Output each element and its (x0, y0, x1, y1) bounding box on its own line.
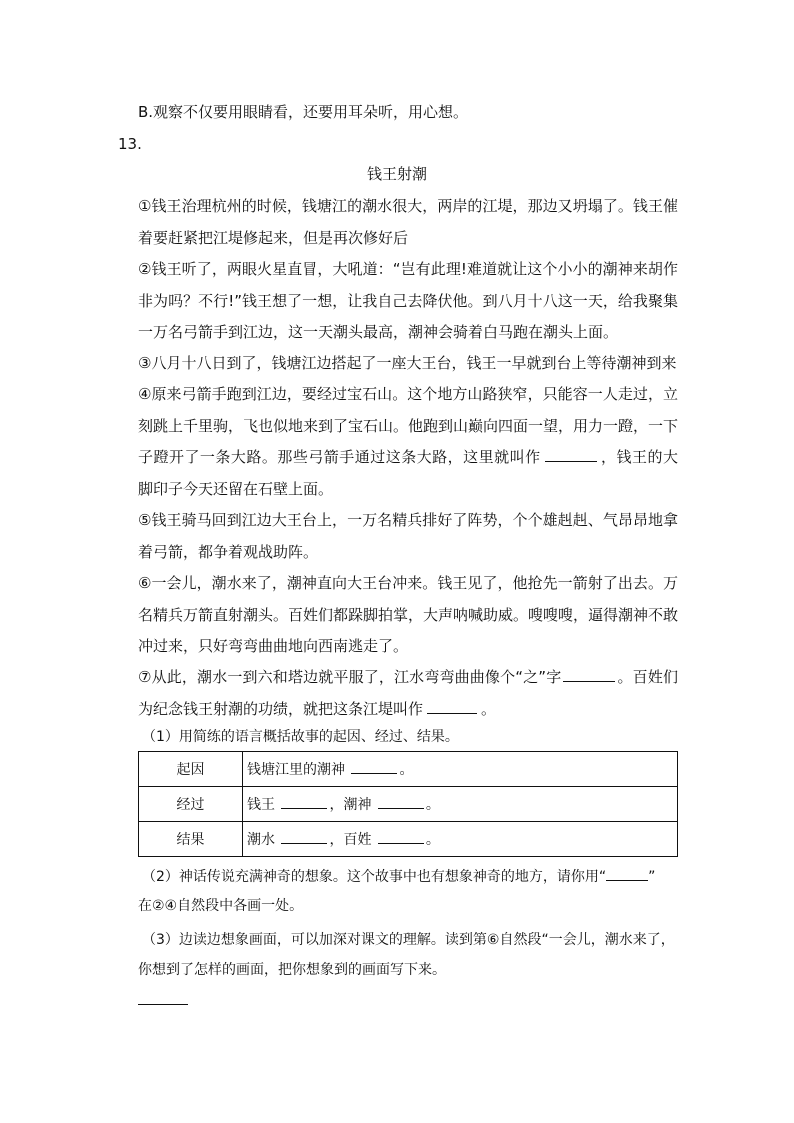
cell-process-answer (243, 787, 678, 822)
cell-text: 潮水 (247, 832, 275, 848)
cell-text: ，百姓 (329, 832, 372, 848)
answer-blank-process-god[interactable] (378, 794, 424, 809)
cell-text: 钱塘江里的潮神 (247, 762, 345, 778)
answer-blank-river-shape[interactable] (563, 667, 615, 682)
answer-blank-place-name[interactable] (545, 447, 597, 462)
underline-marker-sample (606, 866, 648, 881)
paragraph-4 (138, 379, 678, 505)
paragraph-6: ⑥一会儿，潮水来了，潮神直向大王台冲来。钱王见了，他抢先一箭射了出去。万名精兵万箭直射潮头。百姓们都跺脚拍掌，大声呐喊助威。嗖嗖嗖，逼得潮神不敢冲过来，只好弯弯曲曲地向西南逃走了。 (138, 574, 679, 655)
summary-table (138, 751, 678, 857)
cell-cause-answer (243, 752, 678, 787)
cell-cause-label: 起因 (139, 752, 243, 787)
paragraph-7-text-b: 。百姓们为纪念钱王射潮的功绩，就把这条江堤叫作 (138, 668, 678, 718)
cell-text: 钱王 (247, 797, 275, 813)
cell-text: 。 (425, 797, 440, 813)
story-title: 钱王射潮 (366, 165, 427, 183)
cell-result-label: 结果 (139, 822, 243, 857)
cell-process-label: 经过 (139, 787, 243, 822)
paragraph-4-text-a: ④原来弓箭手跑到江边，要经过宝石山。这个地方山路狭窄，只能容一人走过，立刻跳上千里驹，飞也似地来到了宝石山。他跑到山巅向四面一望，用力一蹬，一下子蹬开了一条大路。那些弓箭手通过这条大路，这里就叫作 (138, 385, 679, 466)
question-3-line-2: 你想到了怎样的画面，把你想象到的画面写下来。 (138, 962, 446, 978)
question-1: （1）用简练的语言概括故事的起因、经过、结果。 (142, 729, 459, 745)
option-b: B.观察不仅要用眼睛看，还要用耳朵听，用心想。 (138, 103, 469, 121)
cell-text: ，潮神 (329, 797, 372, 813)
question-2-text-a: （2）神话传说充满神奇的想象。这个故事中也有想象神奇的地方，请你用“ (142, 869, 607, 885)
table-row (139, 752, 678, 787)
paragraph-2: ②钱王听了，两眼火星直冒，大吼道：“岂有此理!难道就让这个小小的潮神来胡作非为吗？不行!”钱王想了一想，让我自己去降伏他。到八月十八这一天，给我聚集一万名弓箭手到江边，这一天潮头最高，潮神会骑着白马跑在潮头上面。 (138, 260, 678, 341)
table-row (139, 787, 678, 822)
cell-result-answer (243, 822, 678, 857)
answer-blank-result-people[interactable] (378, 829, 424, 844)
paragraph-5: ⑤钱王骑马回到江边大王台上，一万名精兵排好了阵势，个个雄赳赳、气昂昂地拿着弓箭，都争着观战助阵。 (138, 511, 678, 561)
question-number: 13. (118, 135, 142, 153)
answer-blank-result-tide[interactable] (281, 829, 327, 844)
question-2-line-1 (142, 866, 655, 887)
paragraph-1: ①钱王治理杭州的时候，钱塘江的潮水很大，两岸的江堤，那边又坍塌了。钱王催着要赶紧把江堤修起来，但是再次修好后 (138, 197, 678, 247)
answer-blank-embankment-name[interactable] (427, 699, 477, 714)
paragraph-7-text-a: ⑦从此，潮水一到六和塔边就平服了，江水弯弯曲曲像个“之”字 (138, 668, 562, 686)
answer-blank-process-king[interactable] (281, 794, 327, 809)
answer-blank-cause[interactable] (351, 759, 397, 774)
cell-text: 。 (425, 832, 440, 848)
paragraph-3: ③八月十八日到了，钱塘江边搭起了一座大王台，钱王一早就到台上等待潮神到来 (138, 354, 677, 372)
paragraph-7-text-c: 。 (481, 699, 497, 718)
question-2-line-2: 在②④自然段中各画一处。 (138, 898, 304, 914)
question-3-line-1: （3）边读边想象画面，可以加深对课文的理解。读到第⑥自然段“一会儿，潮水来了， (142, 932, 675, 948)
table-row (139, 822, 678, 857)
question-2-text-b: ” (648, 869, 656, 885)
paragraph-7 (138, 662, 678, 725)
paragraph-4-text-b: ，钱王的大脚印子今天还留在石壁上面。 (138, 448, 678, 498)
answer-line-q3[interactable] (138, 1004, 188, 1005)
cell-text: 。 (399, 762, 414, 778)
